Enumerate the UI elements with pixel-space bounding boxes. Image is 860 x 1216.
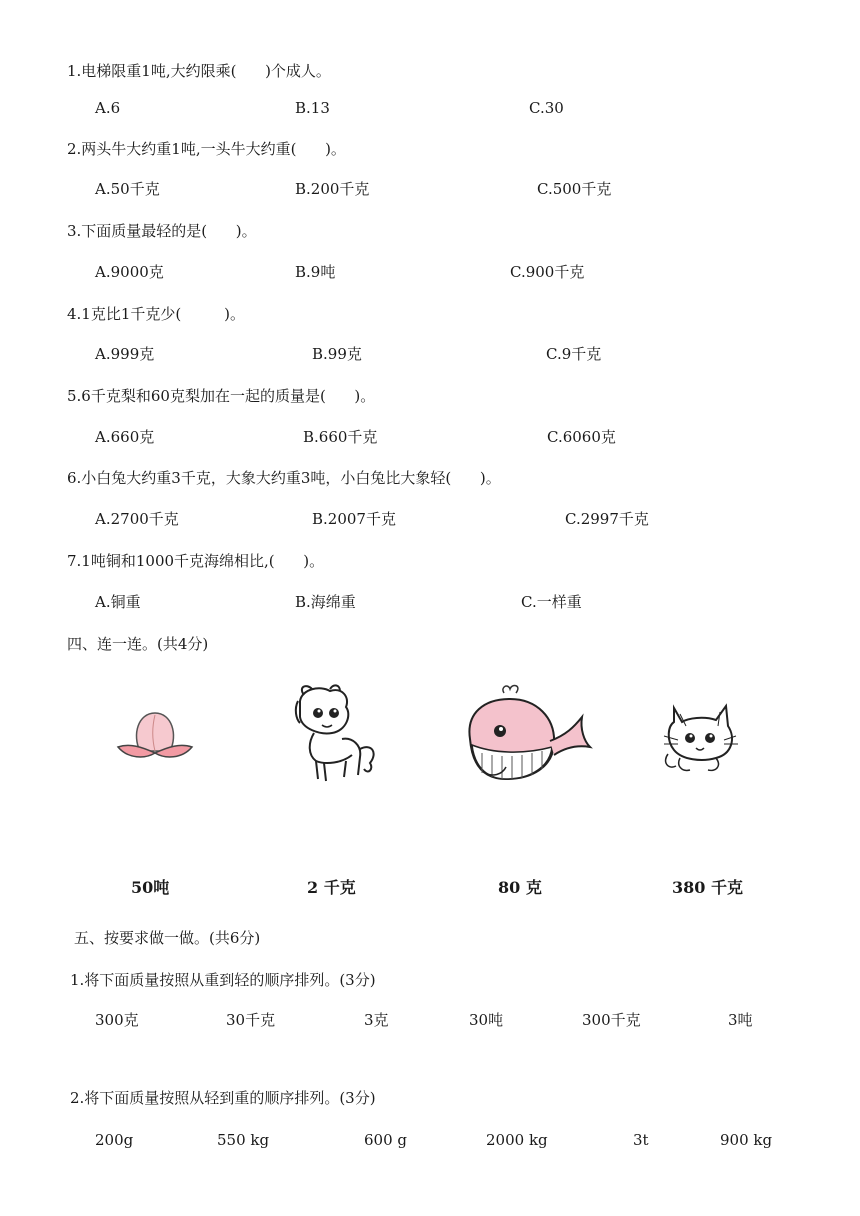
whale-picture[interactable] [462,683,594,788]
question-5: 5.6千克梨和60克梨加在一起的质量是( )。 [67,387,376,405]
horse-picture[interactable] [290,683,380,788]
option-6a[interactable]: A.2700千克 [95,510,179,528]
weight-item: 3吨 [728,1011,753,1029]
option-6c[interactable]: C.2997千克 [565,510,649,528]
label-2-kg[interactable]: 2 千克 [307,878,356,897]
section-4-title: 四、连一连。(共4分) [67,635,209,653]
option-2c[interactable]: C.500千克 [537,180,612,198]
option-1b[interactable]: B.13 [295,99,330,117]
section-5-title: 五、按要求做一做。(共6分) [74,929,261,947]
option-4b[interactable]: B.99克 [312,345,362,363]
option-2b[interactable]: B.200千克 [295,180,370,198]
option-2a[interactable]: A.50千克 [95,180,160,198]
weight-item: 200g [95,1131,134,1149]
option-7b[interactable]: B.海绵重 [295,593,356,611]
option-4a[interactable]: A.999克 [95,345,155,363]
peach-picture[interactable] [110,705,200,765]
option-7c[interactable]: C.一样重 [521,593,582,611]
weight-item: 300千克 [582,1011,641,1029]
weight-item: 30千克 [226,1011,276,1029]
weight-item: 2000 kg [486,1131,548,1149]
task-1-text: 1.将下面质量按照从重到轻的顺序排列。(3分) [70,971,376,989]
cat-picture[interactable] [660,696,748,776]
option-4c[interactable]: C.9千克 [546,345,602,363]
weight-item: 550 kg [217,1131,270,1149]
weight-item: 900 kg [720,1131,773,1149]
question-4: 4.1克比1千克少( )。 [67,305,246,323]
weight-item: 3克 [364,1011,389,1029]
task-2-text: 2.将下面质量按照从轻到重的顺序排列。(3分) [70,1089,376,1107]
question-7: 7.1吨铜和1000千克海绵相比,( )。 [67,552,325,570]
option-7a[interactable]: A.铜重 [95,593,141,611]
option-1c[interactable]: C.30 [529,99,564,117]
option-5b[interactable]: B.660千克 [303,428,378,446]
question-1: 1.电梯限重1吨,大约限乘( )个成人。 [67,62,331,80]
label-50-ton[interactable]: 50吨 [131,878,170,897]
weight-item: 300克 [95,1011,139,1029]
label-380-kg[interactable]: 380 千克 [672,878,743,897]
weight-item: 3t [633,1131,649,1149]
question-3: 3.下面质量最轻的是( )。 [67,222,257,240]
weight-item: 30吨 [469,1011,504,1029]
label-80-g[interactable]: 80 克 [498,878,542,897]
question-6: 6.小白兔大约重3千克，大象大约重3吨，小白兔比大象轻( )。 [67,469,501,487]
option-5c[interactable]: C.6060克 [547,428,616,446]
option-3a[interactable]: A.9000克 [95,263,164,281]
option-3b[interactable]: B.9吨 [295,263,336,281]
weight-item: 600 g [364,1131,408,1149]
option-1a[interactable]: A.6 [95,99,121,117]
option-3c[interactable]: C.900千克 [510,263,585,281]
option-5a[interactable]: A.660克 [95,428,155,446]
question-2: 2.两头牛大约重1吨,一头牛大约重( )。 [67,140,346,158]
option-6b[interactable]: B.2007千克 [312,510,396,528]
